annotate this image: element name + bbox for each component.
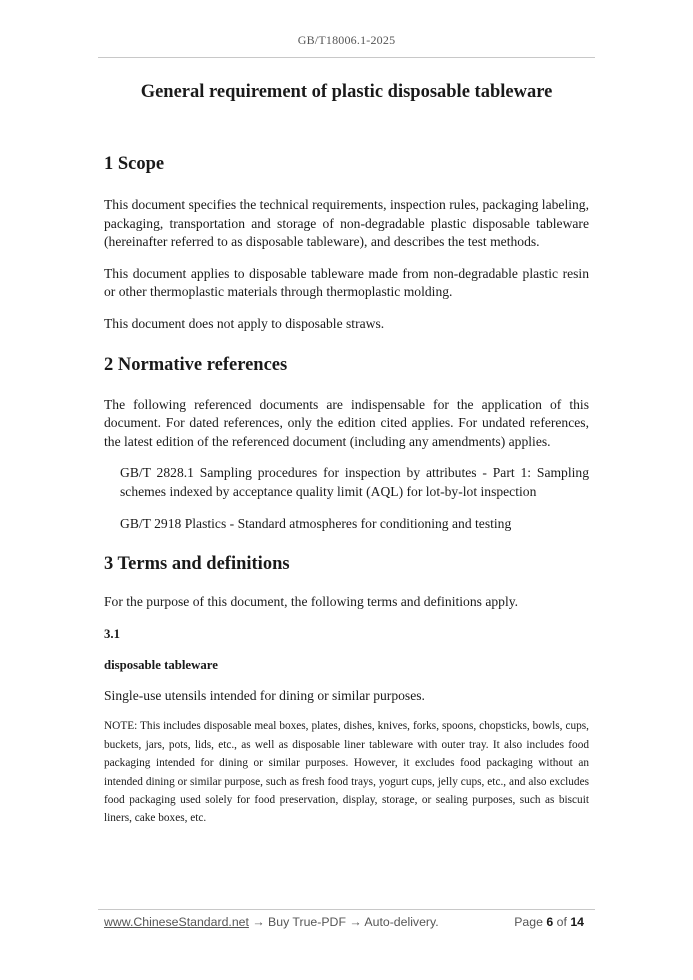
scope-paragraph-3: This document does not apply to disposable straws. <box>104 315 385 331</box>
page-number <box>514 915 584 929</box>
document-title: General requirement of plastic disposable tableware <box>140 82 553 102</box>
reference-item: GB/T 2828.1 Sampling procedures for inspection by attributes - Part 1: Sampling schemes indexed by acceptance quality limit (AQL) for lot-by-lot inspection <box>120 465 589 499</box>
site-link[interactable]: www.ChineseStandard.net <box>104 915 249 929</box>
reference-item: GB/T 2918 Plastics - Standard atmospheres for conditioning and testing <box>120 515 512 531</box>
running-header: GB/T18006.1-2025 <box>297 33 396 47</box>
page-current: 6 <box>546 915 554 929</box>
term-definition: Single-use utensils intended for dining or similar purposes. <box>104 687 425 703</box>
term-name: disposable tableware <box>104 657 218 672</box>
page-total: 14 <box>570 915 584 929</box>
scope-paragraph-2: This document applies to disposable tableware made from non-degradable plastic resin or other thermoplastic materials through thermoplastic molding. <box>104 265 589 300</box>
page-label: Page <box>514 915 543 929</box>
page-of-label: of <box>556 915 567 929</box>
term-number: 3.1 <box>104 626 120 641</box>
page-body <box>104 150 589 828</box>
terms-intro: For the purpose of this document, the following terms and definitions apply. <box>104 594 519 610</box>
section-heading-normative-references: 2 Normative references <box>104 354 288 375</box>
section-heading-terms: 3 Terms and definitions <box>104 554 290 575</box>
header-divider <box>98 57 595 58</box>
footer-tagline: → Buy True-PDF → Auto-delivery. <box>248 915 439 929</box>
footer-divider <box>98 909 595 910</box>
scope-paragraph-1: This document specifies the technical requirements, inspection rules, packaging labeling, packaging, transportation and storage of non-degradable plastic disposable tableware (hereinafter referred to as disposable tableware), and describes the test methods. <box>104 197 589 250</box>
normative-intro: The following referenced documents are indispensable for the application of this document. For dated references, only the edition cited applies. For undated references, the latest edition of the referenced document (including any amendments) applies. <box>104 396 589 449</box>
footer-promo <box>104 915 439 929</box>
section-heading-scope: 1 Scope <box>104 154 165 174</box>
term-note: NOTE: This includes disposable meal boxes, plates, dishes, knives, forks, spoons, chopsticks, bowls, cups, buckets, jars, pots, lids, etc., as well as disposable liner tableware with outer tray. It also includes food packaging intended for dining or similar purposes. However, it excludes food packaging without an intended dining or similar purpose, such as fresh food trays, yogurt cups, jelly cups, etc., and also excludes food packaging used solely for food preservation, display, storage, or sealing purposes, such as biscuit liners, cake boxes, etc. <box>104 720 589 825</box>
